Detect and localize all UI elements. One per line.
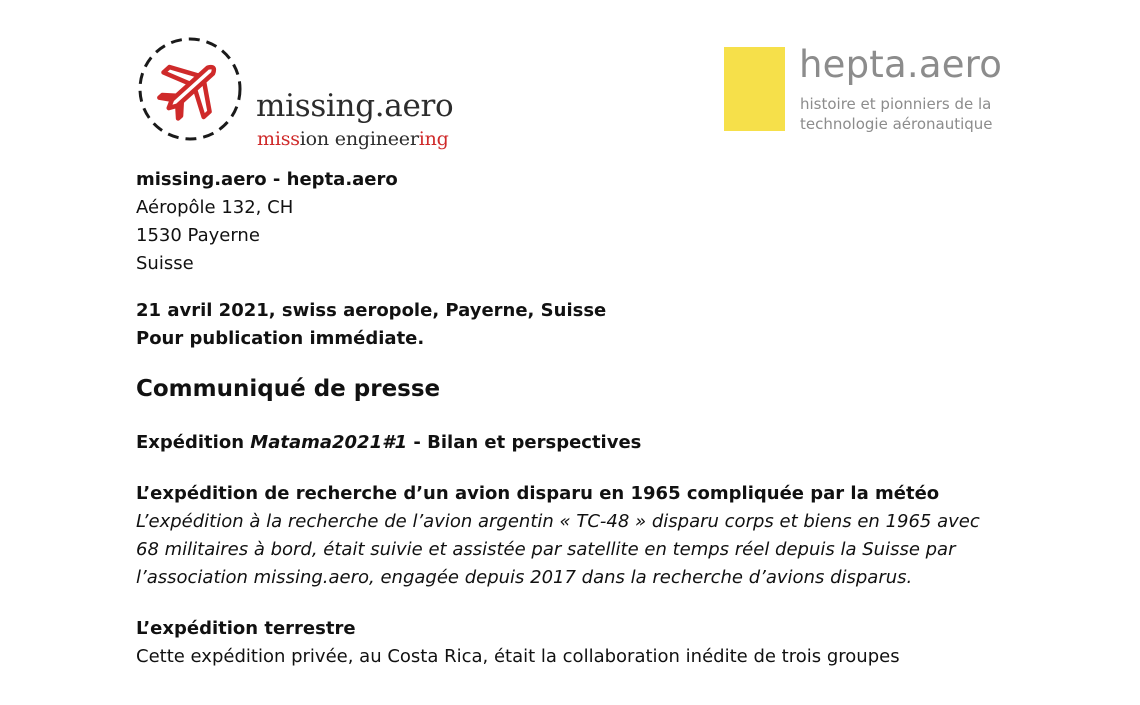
document-heading: Communiqué de presse	[136, 376, 441, 402]
missing-aero-logo	[138, 36, 468, 150]
document-body	[136, 166, 1036, 671]
section-2-paragraph-line: Cette expédition privée, au Costa Rica, était la collaboration inédite de trois groupes	[136, 646, 900, 667]
hepta-aero-logo	[724, 44, 1024, 134]
section-2-title: L’expédition terrestre	[136, 618, 356, 639]
publication-notice: Pour publication immédiate.	[136, 328, 425, 349]
section-1-paragraph-line: 68 militaires à bord, était suivie et assistée par satellite en temps réel depuis la Suisse par	[136, 539, 956, 560]
dateline: 21 avril 2021, swiss aeropole, Payerne, Suisse	[136, 300, 607, 321]
section-1-paragraph-line: L’expédition à la recherche de l’avion argentin « TC-48 » disparu corps et biens en 1965 avec	[136, 511, 980, 532]
missing-aero-wordmark: missing.aero	[256, 88, 454, 124]
hepta-aero-tagline: histoire et pionniers de la technologie aéronautique	[800, 95, 993, 133]
sender-address-line-2: 1530 Payerne	[136, 225, 260, 246]
sender-country: Suisse	[136, 253, 194, 274]
hepta-aero-wordmark: hepta.aero	[799, 43, 1003, 86]
missing-aero-tagline: mission engineering	[257, 128, 449, 150]
hepta-yellow-square	[724, 47, 785, 131]
section-1-title: L’expédition de recherche d’un avion disparu en 1965 compliquée par la météo	[136, 483, 940, 504]
expedition-title: Expédition Matama2021#1 - Bilan et perspectives	[136, 432, 642, 453]
airplane-icon	[138, 36, 248, 146]
section-1-paragraph-line: l’association missing.aero, engagée depuis 2017 dans la recherche d’avions disparus.	[136, 567, 913, 588]
sender-address-line-1: Aéropôle 132, CH	[136, 197, 294, 218]
sender-name: missing.aero - hepta.aero	[136, 169, 398, 190]
expedition-name: Matama2021#1	[250, 432, 408, 453]
